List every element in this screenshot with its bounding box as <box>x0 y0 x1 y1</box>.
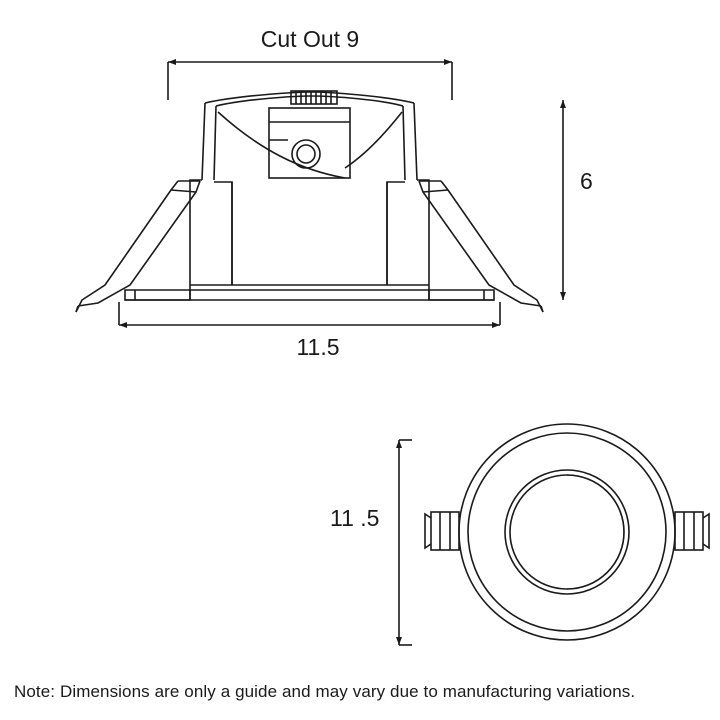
height-dimension-line <box>560 100 566 300</box>
cutout-dimension-line <box>168 59 452 100</box>
driver-box <box>269 108 350 178</box>
diameter-dimension-label: 11 .5 <box>330 505 380 531</box>
spring-clip-left <box>76 181 200 312</box>
plan-clip-right <box>675 512 709 550</box>
plan-view-circle <box>459 424 675 640</box>
width-dimension-label: 11.5 <box>296 334 340 360</box>
width-dimension-line <box>119 302 500 328</box>
diameter-dimension-line <box>396 440 412 645</box>
reflector-cone <box>125 180 494 300</box>
spring-clip-right <box>419 181 543 312</box>
height-dimension-label: 6 <box>580 168 593 194</box>
note-text: Note: Dimensions are only a guide and may vary due to manufacturing variations. <box>14 682 636 701</box>
plan-clip-left <box>425 512 459 550</box>
cutout-dimension-label: Cut Out 9 <box>260 26 360 52</box>
